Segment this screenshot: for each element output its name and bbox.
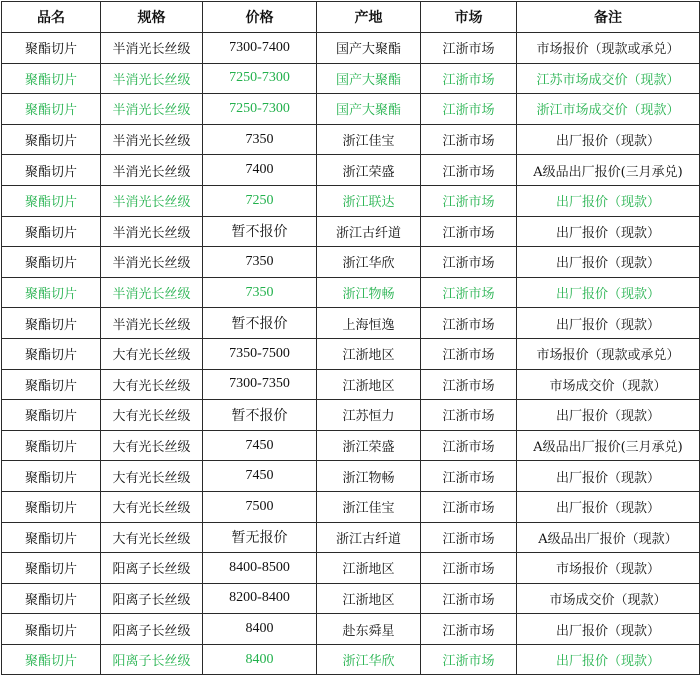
cell-origin: 浙江佳宝 <box>317 124 421 155</box>
cell-market: 江浙市场 <box>421 94 517 125</box>
cell-price: 7250-7300 <box>203 63 317 94</box>
cell-origin: 浙江华欣 <box>317 247 421 278</box>
cell-note: 出厂报价（现款） <box>517 124 700 155</box>
cell-name: 聚酯切片 <box>2 369 101 400</box>
cell-price: 8400 <box>203 614 317 645</box>
price-table <box>1 1 700 675</box>
cell-market: 江浙市场 <box>421 400 517 431</box>
cell-note: 市场报价（现款或承兑） <box>517 33 700 64</box>
cell-name: 聚酯切片 <box>2 338 101 369</box>
cell-origin: 浙江华欣 <box>317 644 421 675</box>
table-row <box>2 277 700 308</box>
cell-market: 江浙市场 <box>421 338 517 369</box>
cell-note: 市场报价（现款） <box>517 553 700 584</box>
cell-name: 聚酯切片 <box>2 124 101 155</box>
table-row <box>2 553 700 584</box>
cell-market: 江浙市场 <box>421 522 517 553</box>
cell-note: 出厂报价（现款） <box>517 308 700 339</box>
price-table-body <box>2 33 700 675</box>
cell-price: 7350-7500 <box>203 338 317 369</box>
cell-spec: 大有光长丝级 <box>101 400 203 431</box>
cell-note: A级品出厂报价（现款） <box>517 522 700 553</box>
cell-note: 出厂报价（现款） <box>517 644 700 675</box>
table-row <box>2 369 700 400</box>
cell-note: 市场成交价（现款） <box>517 583 700 614</box>
cell-note: 浙江市场成交价（现款） <box>517 94 700 125</box>
cell-origin: 上海恒逸 <box>317 308 421 339</box>
cell-price: 7350 <box>203 124 317 155</box>
cell-name: 聚酯切片 <box>2 216 101 247</box>
cell-spec: 大有光长丝级 <box>101 430 203 461</box>
table-row <box>2 461 700 492</box>
cell-spec: 半消光长丝级 <box>101 94 203 125</box>
table-row <box>2 155 700 186</box>
cell-spec: 阳离子长丝级 <box>101 614 203 645</box>
cell-spec: 半消光长丝级 <box>101 185 203 216</box>
cell-origin: 浙江荣盛 <box>317 430 421 461</box>
cell-origin: 江浙地区 <box>317 583 421 614</box>
cell-name: 聚酯切片 <box>2 277 101 308</box>
table-row <box>2 338 700 369</box>
cell-origin: 江浙地区 <box>317 369 421 400</box>
cell-note: 江苏市场成交价（现款） <box>517 63 700 94</box>
cell-market: 江浙市场 <box>421 247 517 278</box>
cell-market: 江浙市场 <box>421 155 517 186</box>
cell-spec: 半消光长丝级 <box>101 63 203 94</box>
table-row <box>2 247 700 278</box>
cell-origin: 江苏恒力 <box>317 400 421 431</box>
cell-name: 聚酯切片 <box>2 430 101 461</box>
cell-market: 江浙市场 <box>421 216 517 247</box>
cell-origin: 浙江古纤道 <box>317 522 421 553</box>
table-row <box>2 308 700 339</box>
table-row <box>2 400 700 431</box>
cell-price: 8400-8500 <box>203 553 317 584</box>
cell-note: 市场成交价（现款） <box>517 369 700 400</box>
cell-origin: 浙江佳宝 <box>317 491 421 522</box>
cell-market: 江浙市场 <box>421 369 517 400</box>
cell-note: 出厂报价（现款） <box>517 247 700 278</box>
cell-origin: 江浙地区 <box>317 338 421 369</box>
cell-name: 聚酯切片 <box>2 94 101 125</box>
cell-spec: 大有光长丝级 <box>101 338 203 369</box>
header-note: 备注 <box>517 2 700 33</box>
cell-spec: 大有光长丝级 <box>101 369 203 400</box>
cell-price: 7400 <box>203 155 317 186</box>
table-row <box>2 63 700 94</box>
cell-name: 聚酯切片 <box>2 491 101 522</box>
cell-origin: 浙江物畅 <box>317 277 421 308</box>
cell-note: A级品出厂报价(三月承兑) <box>517 155 700 186</box>
cell-market: 江浙市场 <box>421 33 517 64</box>
cell-spec: 半消光长丝级 <box>101 277 203 308</box>
cell-origin: 浙江古纤道 <box>317 216 421 247</box>
cell-spec: 半消光长丝级 <box>101 155 203 186</box>
cell-note: 出厂报价（现款） <box>517 185 700 216</box>
cell-market: 江浙市场 <box>421 430 517 461</box>
cell-price: 暂不报价 <box>203 308 317 339</box>
cell-market: 江浙市场 <box>421 553 517 584</box>
cell-spec: 半消光长丝级 <box>101 308 203 339</box>
cell-note: 出厂报价（现款） <box>517 491 700 522</box>
header-spec: 规格 <box>101 2 203 33</box>
cell-price: 7300-7350 <box>203 369 317 400</box>
cell-price: 8200-8400 <box>203 583 317 614</box>
cell-market: 江浙市场 <box>421 583 517 614</box>
cell-note: A级品出厂报价(三月承兑) <box>517 430 700 461</box>
cell-market: 江浙市场 <box>421 63 517 94</box>
cell-note: 出厂报价（现款） <box>517 614 700 645</box>
cell-price: 暂不报价 <box>203 400 317 431</box>
table-row <box>2 33 700 64</box>
cell-spec: 大有光长丝级 <box>101 491 203 522</box>
table-row <box>2 185 700 216</box>
cell-origin: 浙江物畅 <box>317 461 421 492</box>
cell-spec: 大有光长丝级 <box>101 522 203 553</box>
cell-price: 7450 <box>203 461 317 492</box>
cell-name: 聚酯切片 <box>2 63 101 94</box>
table-row <box>2 216 700 247</box>
table-row <box>2 430 700 461</box>
cell-name: 聚酯切片 <box>2 522 101 553</box>
table-row <box>2 491 700 522</box>
cell-name: 聚酯切片 <box>2 644 101 675</box>
cell-spec: 半消光长丝级 <box>101 33 203 64</box>
cell-price: 7350 <box>203 277 317 308</box>
header-name: 品名 <box>2 2 101 33</box>
table-row <box>2 124 700 155</box>
cell-name: 聚酯切片 <box>2 155 101 186</box>
cell-market: 江浙市场 <box>421 277 517 308</box>
table-row <box>2 583 700 614</box>
cell-spec: 阳离子长丝级 <box>101 553 203 584</box>
cell-market: 江浙市场 <box>421 308 517 339</box>
cell-note: 出厂报价（现款） <box>517 461 700 492</box>
cell-name: 聚酯切片 <box>2 247 101 278</box>
cell-price: 8400 <box>203 644 317 675</box>
cell-spec: 阳离子长丝级 <box>101 644 203 675</box>
cell-market: 江浙市场 <box>421 461 517 492</box>
table-row <box>2 644 700 675</box>
cell-spec: 阳离子长丝级 <box>101 583 203 614</box>
cell-name: 聚酯切片 <box>2 400 101 431</box>
table-row <box>2 522 700 553</box>
cell-market: 江浙市场 <box>421 644 517 675</box>
cell-price: 7250-7300 <box>203 94 317 125</box>
cell-spec: 半消光长丝级 <box>101 124 203 155</box>
cell-name: 聚酯切片 <box>2 33 101 64</box>
table-row <box>2 614 700 645</box>
cell-name: 聚酯切片 <box>2 185 101 216</box>
header-row <box>2 2 700 33</box>
cell-price: 7300-7400 <box>203 33 317 64</box>
cell-name: 聚酯切片 <box>2 553 101 584</box>
cell-name: 聚酯切片 <box>2 461 101 492</box>
cell-name: 聚酯切片 <box>2 614 101 645</box>
header-origin: 产地 <box>317 2 421 33</box>
cell-origin: 浙江联达 <box>317 185 421 216</box>
cell-note: 出厂报价（现款） <box>517 277 700 308</box>
cell-origin: 江浙地区 <box>317 553 421 584</box>
cell-name: 聚酯切片 <box>2 308 101 339</box>
cell-note: 出厂报价（现款） <box>517 216 700 247</box>
price-table-header <box>2 2 700 33</box>
cell-market: 江浙市场 <box>421 185 517 216</box>
cell-price: 暂无报价 <box>203 522 317 553</box>
cell-market: 江浙市场 <box>421 491 517 522</box>
cell-origin: 浙江荣盛 <box>317 155 421 186</box>
header-price: 价格 <box>203 2 317 33</box>
cell-note: 出厂报价（现款） <box>517 400 700 431</box>
table-row <box>2 94 700 125</box>
cell-origin: 国产大聚酯 <box>317 94 421 125</box>
header-market: 市场 <box>421 2 517 33</box>
cell-origin: 赴东舜星 <box>317 614 421 645</box>
cell-price: 7350 <box>203 247 317 278</box>
cell-spec: 半消光长丝级 <box>101 216 203 247</box>
cell-market: 江浙市场 <box>421 614 517 645</box>
cell-market: 江浙市场 <box>421 124 517 155</box>
cell-note: 市场报价（现款或承兑） <box>517 338 700 369</box>
cell-price: 7500 <box>203 491 317 522</box>
cell-spec: 半消光长丝级 <box>101 247 203 278</box>
cell-spec: 大有光长丝级 <box>101 461 203 492</box>
cell-price: 暂不报价 <box>203 216 317 247</box>
cell-price: 7450 <box>203 430 317 461</box>
cell-origin: 国产大聚酯 <box>317 33 421 64</box>
cell-name: 聚酯切片 <box>2 583 101 614</box>
cell-price: 7250 <box>203 185 317 216</box>
cell-origin: 国产大聚酯 <box>317 63 421 94</box>
